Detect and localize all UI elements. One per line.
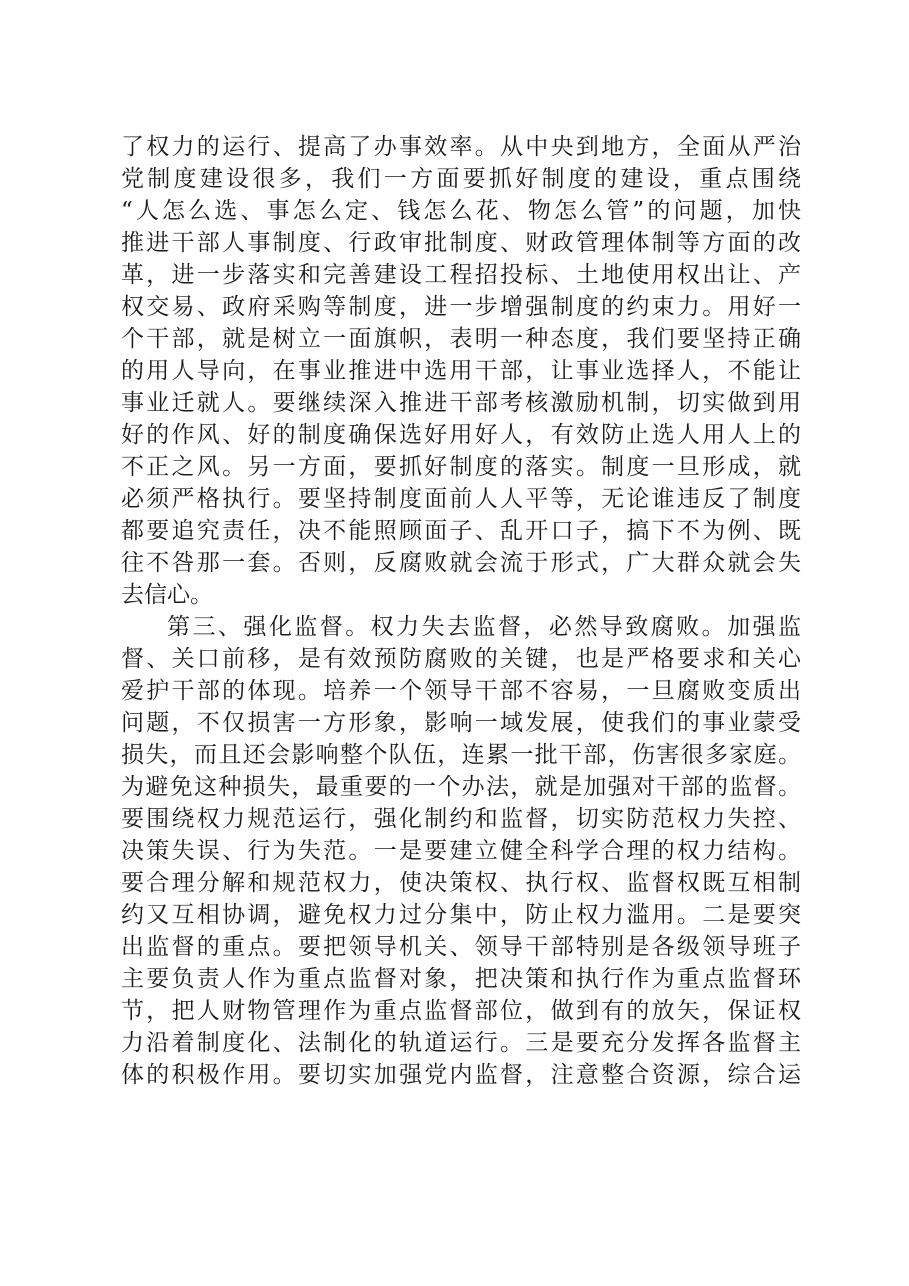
text-line: 主要负责人作为重点监督对象，把决策和执行作为重点监督环	[121, 966, 801, 992]
text-line: 决策失误、行为失范。一是要建立健全科学合理的权力结构。	[121, 838, 801, 864]
text-line: 要合理分解和规范权力，使决策权、执行权、监督权既互相制	[121, 870, 801, 896]
text-line: 的用人导向，在事业推进中选用干部，让事业选择人，不能让	[121, 358, 801, 384]
text-line: 权交易、政府采购等制度，进一步增强制度的约束力。用好一	[121, 294, 801, 320]
text-line: 力沿着制度化、法制化的轨道运行。三是要充分发挥各监督主	[121, 1030, 801, 1056]
text-line: 必须严格执行。要坚持制度面前人人平等，无论谁违反了制度	[121, 486, 801, 512]
text-line: 了权力的运行、提高了办事效率。从中央到地方，全面从严治	[121, 134, 801, 160]
text-line: 党制度建设很多，我们一方面要抓好制度的建设，重点围绕	[121, 166, 801, 192]
body-text	[121, 131, 801, 1091]
text-line: 约又互相协调，避免权力过分集中，防止权力滥用。二是要突	[121, 902, 801, 928]
text-line: 损失，而且还会影响整个队伍，连累一批干部，伤害很多家庭。	[121, 742, 801, 768]
text-line: 事业迁就人。要继续深入推进干部考核激励机制，切实做到用	[121, 390, 801, 416]
text-line: “人怎么选、事怎么定、钱怎么花、物怎么管”的问题，加快	[121, 198, 801, 224]
text-line: 要围绕权力规范运行，强化制约和监督，切实防范权力失控、	[121, 806, 801, 832]
text-line: 往不咎那一套。否则，反腐败就会流于形式，广大群众就会失	[121, 550, 801, 576]
text-line: 节，把人财物管理作为重点监督部位，做到有的放矢，保证权	[121, 998, 801, 1024]
text-line: 不正之风。另一方面，要抓好制度的落实。制度一旦形成，就	[121, 454, 801, 480]
text-line: 推进干部人事制度、行政审批制度、财政管理体制等方面的改	[121, 230, 801, 256]
text-line: 爱护干部的体现。培养一个领导干部不容易，一旦腐败变质出	[121, 678, 801, 704]
text-line: 出监督的重点。要把领导机关、领导干部特别是各级领导班子	[121, 934, 801, 960]
text-line: 督、关口前移，是有效预防腐败的关键，也是严格要求和关心	[121, 646, 801, 672]
text-line: 为避免这种损失，最重要的一个办法，就是加强对干部的监督。	[121, 774, 801, 800]
text-line: 体的积极作用。要切实加强党内监督，注意整合资源，综合运	[121, 1062, 801, 1088]
text-line: 去信心。	[121, 582, 213, 608]
paragraph-start-line: 第三、强化监督。权力失去监督，必然导致腐败。加强监	[167, 614, 801, 640]
text-line: 好的作风、好的制度确保选好用好人，有效防止选人用人上的	[121, 422, 801, 448]
text-line: 问题，不仅损害一方形象，影响一域发展，使我们的事业蒙受	[121, 710, 801, 736]
text-line: 革，进一步落实和完善建设工程招投标、土地使用权出让、产	[121, 262, 801, 288]
text-line: 个干部，就是树立一面旗帜，表明一种态度，我们要坚持正确	[121, 326, 801, 352]
text-line: 都要追究责任，决不能照顾面子、乱开口子，搞下不为例、既	[121, 518, 801, 544]
